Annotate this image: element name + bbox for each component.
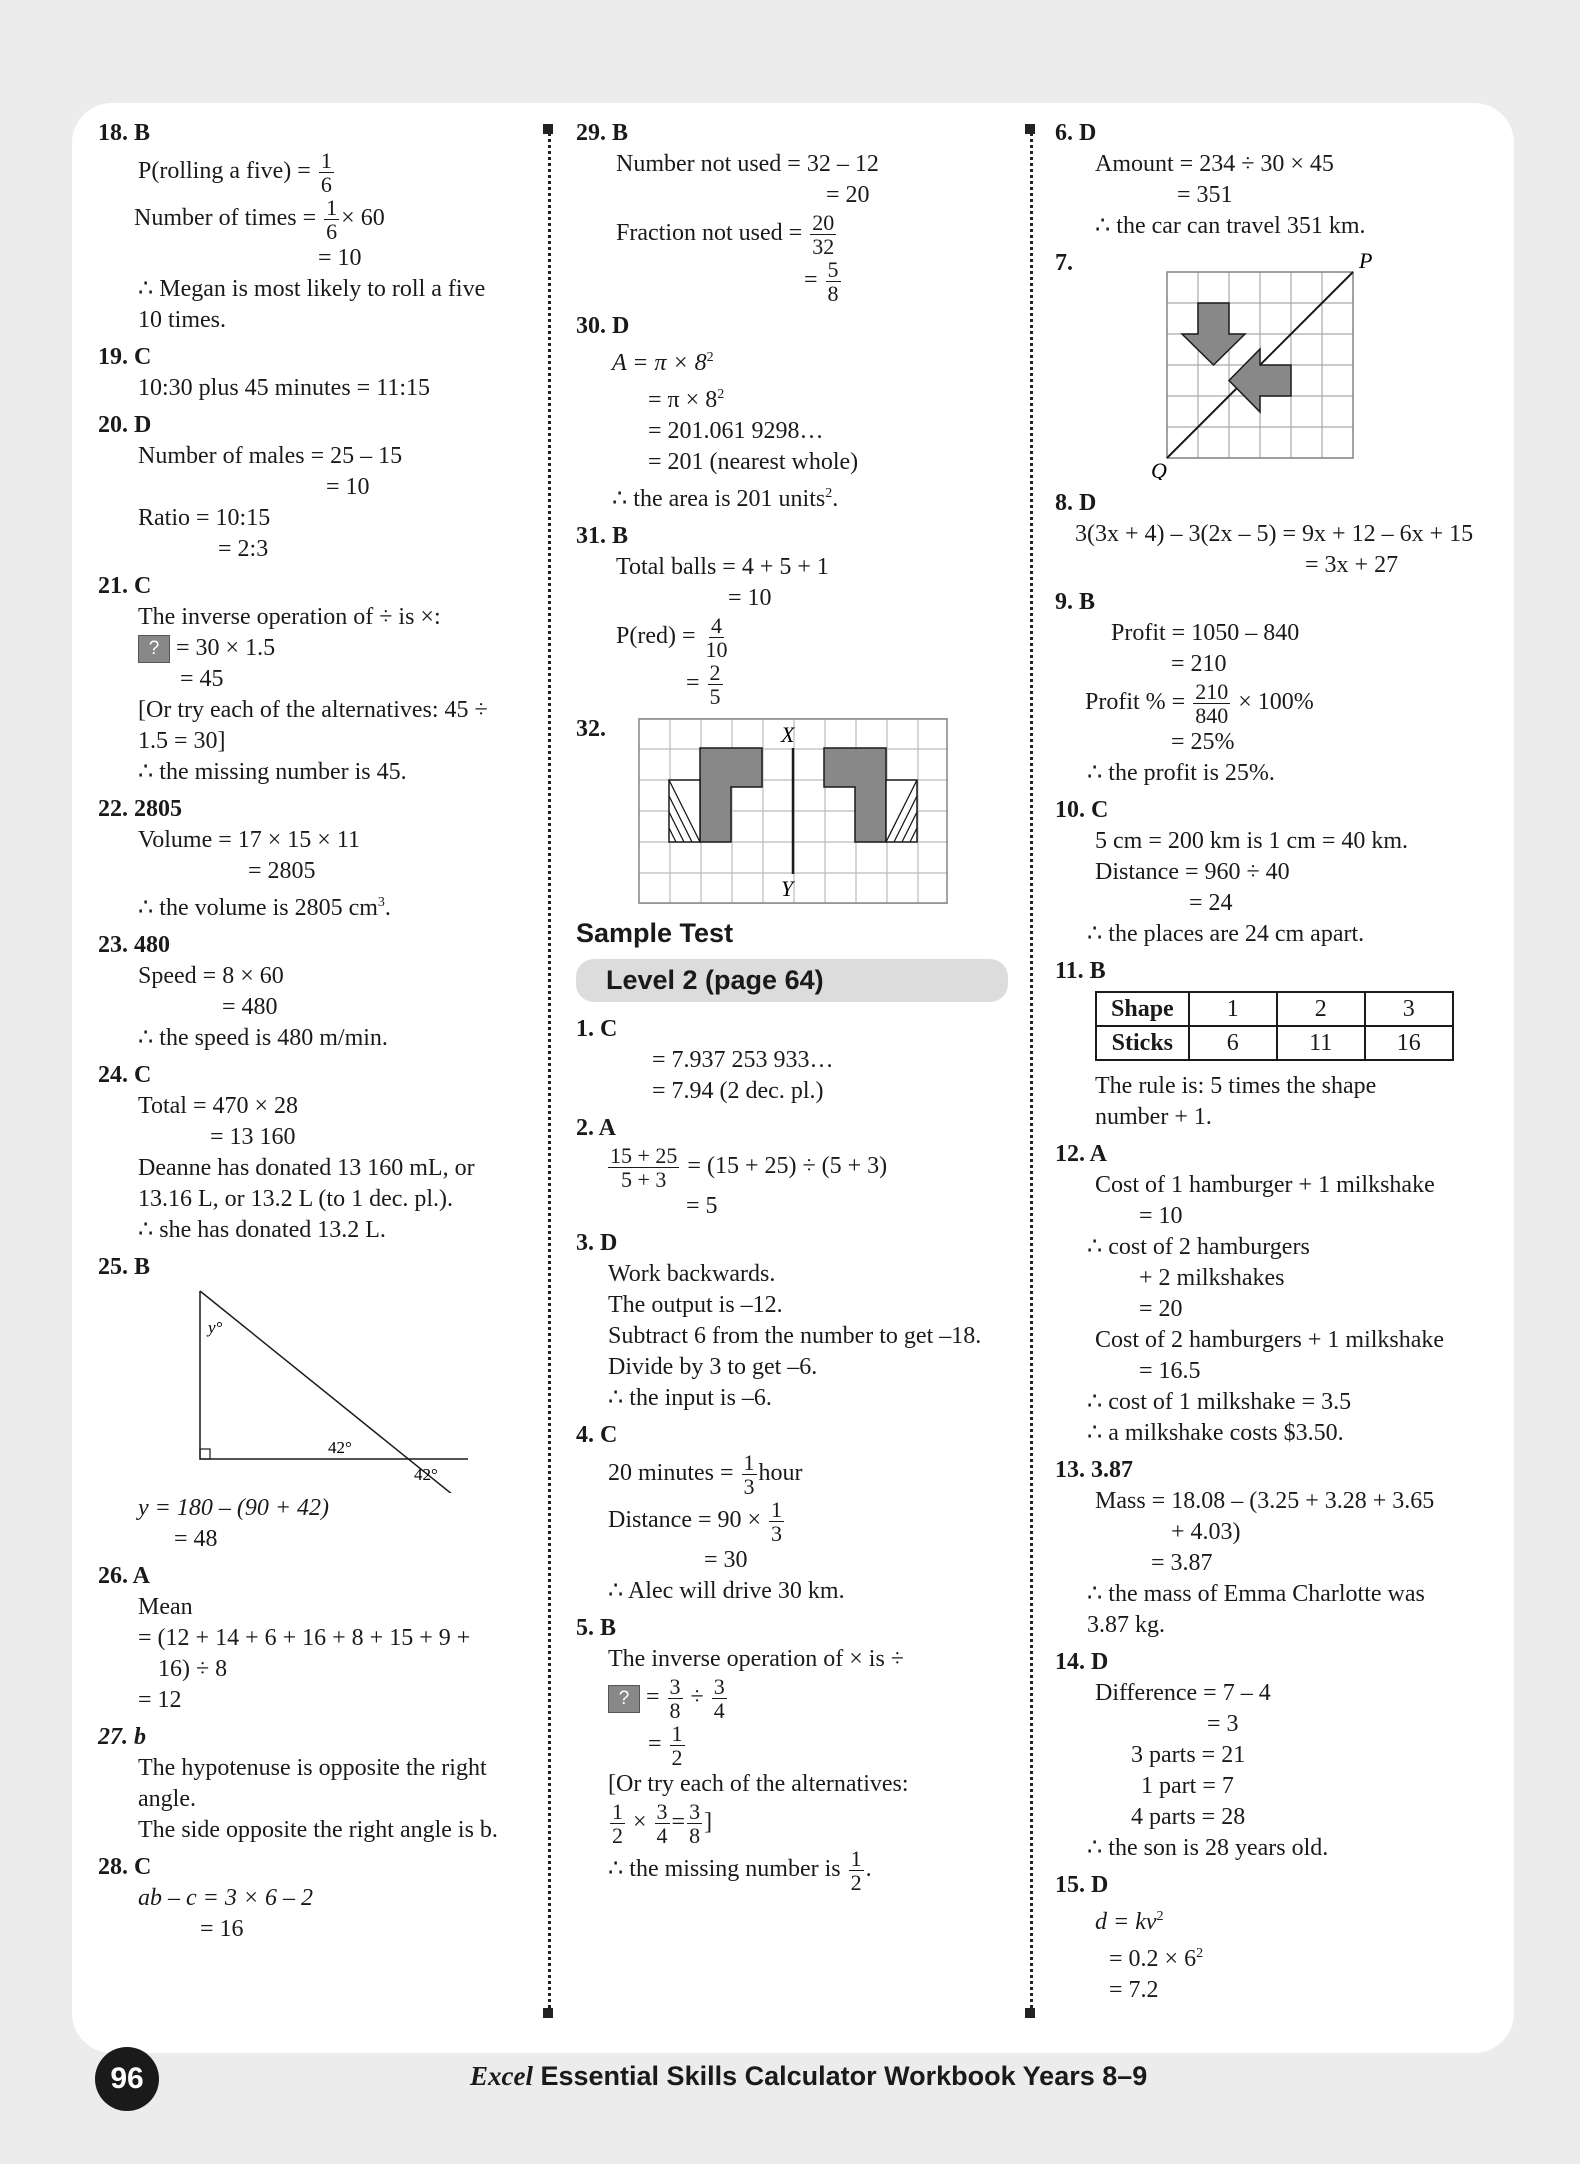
point-label-p: P xyxy=(1359,248,1373,273)
answer-26: 26. A Mean = (12 + 14 + 6 + 16 + 8 + 15 + 9 + 16) ÷ 8 = 12 xyxy=(98,1563,471,1713)
book-footer xyxy=(470,2061,1147,2092)
answer-8: 8. D 3(3x + 4) – 3(2x – 5) = 9x + 12 – 6x + 15 = 3x + 27 xyxy=(1055,490,1474,578)
answer-10: 10. C 5 cm = 200 km is 1 cm = 40 km. Distance = 960 ÷ 40 = 24 ∴ the places are 24 cm apart. xyxy=(1055,797,1409,947)
reflection-arrows-diagram xyxy=(1135,248,1395,480)
axis-label-y: Y xyxy=(781,876,794,901)
answer-31: 31. B Total balls = 4 + 5 + 1 = 10 P(red) = $\frac{4}{10}$ = $\frac{2}{5}$ xyxy=(576,523,829,709)
sample-answer-4: 4. C 20 minutes = $\frac{1}{3}$ hour Distance = 90 × $\frac{1}{3}$ = 30 ∴ Alec will drive 30 km. xyxy=(576,1422,845,1604)
answer-6: 6. D Amount = 234 ÷ 30 × 45 = 351 ∴ the car can travel 351 km. xyxy=(1055,120,1366,239)
answer-21: 21. C The inverse operation of ÷ is ×: ? = 30 × 1.5 = 45 [Or try each of the alternatives: 45 ÷ 1.5 = 30] ∴ the missing number is 45. xyxy=(98,573,488,785)
angle-label-b: 42° xyxy=(414,1465,438,1484)
sample-answer-3: 3. D Work backwards. The output is –12. Subtract 6 from the number to get –18. Divide by 3 to get –6. ∴ the input is –6. xyxy=(576,1230,982,1411)
angle-label-y: y° xyxy=(208,1318,223,1337)
answer-7: 7. P Q xyxy=(1055,248,1495,482)
column-1 xyxy=(98,118,530,1951)
angle-label-a: 42° xyxy=(328,1438,352,1457)
brand-name: Excel xyxy=(470,2061,533,2091)
answer-22: 22. 2805 Volume = 17 × 15 × 11 = 2805 ∴ the volume is 2805 $cm^3$. xyxy=(98,796,391,921)
sample-answer-1: 1. C = 7.937 253 933… = 7.94 (2 dec. pl.) xyxy=(576,1016,834,1104)
reflection-grid-diagram xyxy=(638,718,948,904)
column-3 xyxy=(1055,118,1495,2012)
answer-24: 24. C Total = 470 × 28 = 13 160 Deanne has donated 13 160 mL, or 13.16 L, or 13.2 L (to 1 dec. pl.). ∴ she has donated 13.2 L. xyxy=(98,1062,475,1243)
book-title: Essential Skills Calculator Workbook Years 8–9 xyxy=(540,2061,1148,2091)
answer-15: 15. D $d = kv^2$ = $0.2 \times 6^2$ = 7.2 xyxy=(1055,1872,1204,2003)
column-divider xyxy=(548,126,551,2016)
sample-answer-5: 5. B The inverse operation of × is ÷ ? = $\frac{3}{8}$ ÷ $\frac{3}{4}$ = $\frac{1}{2}$ [Or try each of the alternatives: $\frac{1}{2}$ × $\frac{3}{4}$ = $\frac{3}{8}$ ] ∴ the missing number is $\frac{1}{2}$ . xyxy=(576,1615,909,1895)
right-triangle-diagram xyxy=(138,1283,478,1493)
answer-9: 9. B Profit = 1050 – 840 = 210 Profit % = $\frac{210}{840}$ × 100% = 25% ∴ the profit is 25%. xyxy=(1055,589,1314,786)
answer-25: 25. B y° 42° 42° y = 180 – (90 + 42) = 48 xyxy=(98,1252,530,1555)
section-title: Sample Test xyxy=(576,918,734,948)
answer-18: 18. B P(rolling a five) = $\frac{1}{6}$ Number of times = $\frac{1}{6}$ × 60 = 10 ∴ Megan is most likely to roll a five 10 times. xyxy=(98,120,486,333)
point-label-q: Q xyxy=(1151,458,1167,480)
sample-answer-2: 2. A $\frac{15 + 25}{5 + 3}$ = (15 + 25) ÷ (5 + 3) = 5 xyxy=(576,1115,888,1219)
answer-20: 20. D Number of males = 25 – 15 = 10 Ratio = 10:15 = 2:3 xyxy=(98,412,403,562)
answer-28: 28. C ab – c = 3 × 6 – 2 = 16 xyxy=(98,1854,314,1942)
shape-sticks-table: Shape 1 2 3 Sticks 6 11 16 xyxy=(1095,991,1454,1061)
column-2 xyxy=(576,118,1008,1900)
answer-32: 32. X Y xyxy=(576,714,1008,906)
answer-12: 12. A Cost of 1 hamburger + 1 milkshake = 10 ∴ cost of 2 hamburgers + 2 milkshakes = 20 Cost of 2 hamburgers + 1 milkshake = 16.5 ∴ cost of 1 milkshake = 3.5 ∴ a milkshake costs $3.50. xyxy=(1055,1141,1445,1446)
missing-number-box: ? xyxy=(138,635,170,663)
level-banner: Level 2 (page 64) xyxy=(576,959,1008,1002)
answer-29: 29. B Number not used = 32 – 12 = 20 Fraction not used = $\frac{20}{32}$ = $\frac{5}{8}$ xyxy=(576,120,879,306)
answer-14: 14. D Difference = 7 – 4 = 3 3 parts = 21 1 part = 7 4 parts = 28 ∴ the son is 28 years old. xyxy=(1055,1649,1329,1861)
answer-19: 19. C 10:30 plus 45 minutes = 11:15 xyxy=(98,344,430,401)
answer-13: 13. 3.87 Mass = 18.08 – (3.25 + 3.28 + 3.65 + 4.03) = 3.87 ∴ the mass of Emma Charlotte was 3.87 kg. xyxy=(1055,1457,1435,1638)
answer-27: 27. b The hypotenuse is opposite the right angle. The side opposite the right angle is b. xyxy=(98,1724,498,1843)
axis-label-x: X xyxy=(781,722,795,747)
column-divider xyxy=(1030,126,1033,2016)
answer-11: 11. B Shape 1 2 3 Sticks 6 11 16 The rule is: 5 times the shape number + 1. xyxy=(1055,956,1495,1133)
answer-30: 30. D $A = \pi \times 8^2$ = $\pi \times 8^2$ = 201.061 9298… = 201 (nearest whole) ∴ the area is 201 units$^2$. xyxy=(576,313,859,512)
missing-number-box: ? xyxy=(608,1685,640,1713)
page-number: 96 xyxy=(95,2047,159,2111)
answer-23: 23. 480 Speed = 8 × 60 = 480 ∴ the speed is 480 m/min. xyxy=(98,932,388,1051)
